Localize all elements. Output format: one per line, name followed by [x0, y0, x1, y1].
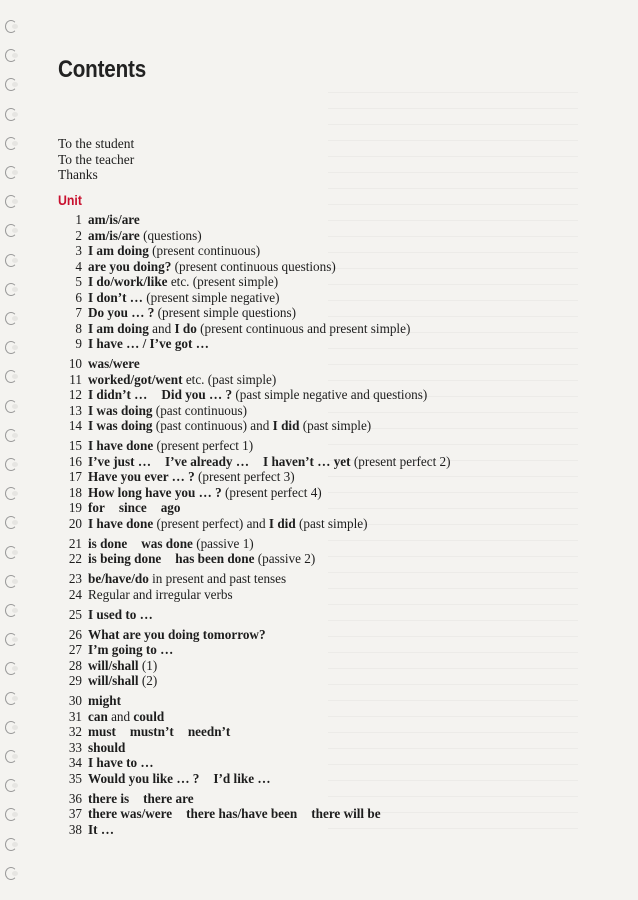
- unit-topic-text: I’ve just …: [88, 453, 152, 469]
- unit-topic-text: It …: [88, 821, 115, 837]
- unit-topic-text: I do/work/like: [88, 274, 168, 289]
- unit-row: [58, 290, 618, 306]
- intro-list: [58, 136, 134, 183]
- unit-row: [58, 551, 618, 567]
- unit-topic-text: since: [118, 500, 147, 515]
- unit-topic-text: I did: [268, 515, 296, 531]
- binding-ring: [5, 20, 17, 33]
- binding-ring: [5, 166, 17, 179]
- binding-ring: [5, 458, 17, 471]
- unit-number: 7: [75, 305, 82, 320]
- binding-ring: [5, 692, 17, 705]
- unit-topic-text: I was doing: [88, 402, 153, 418]
- binding-ring: [5, 370, 17, 383]
- binding-ring: [5, 546, 17, 559]
- binding-ring: [5, 312, 17, 325]
- unit-number: 10: [68, 356, 82, 371]
- intro-item: To the student: [58, 136, 135, 151]
- unit-topic-text: there was/were: [88, 806, 173, 821]
- binding-ring: [5, 108, 17, 121]
- unit-topic-text: I have to …: [88, 755, 154, 770]
- unit-number: 5: [75, 274, 82, 289]
- unit-number: 34: [68, 755, 82, 770]
- unit-topic-text: I didn’t …: [88, 387, 148, 402]
- unit-topic-text: What are you doing tomorrow?: [88, 626, 266, 642]
- binding-ring: [5, 224, 17, 237]
- unit-number: 3: [75, 243, 82, 258]
- unit-topic-text: (passive 2): [254, 551, 316, 566]
- binding-ring: [5, 429, 17, 442]
- binding-ring: [5, 254, 17, 267]
- unit-topic-text: there will be: [311, 806, 381, 821]
- unit-number: 16: [68, 453, 82, 469]
- binding-ring: [5, 516, 17, 529]
- unit-number: 22: [68, 551, 82, 566]
- unit-topic-text: (present perfect 3): [194, 469, 295, 484]
- unit-row: [58, 822, 618, 838]
- unit-topic-text: there is: [88, 790, 130, 806]
- unit-topic-text: (present perfect 1): [153, 438, 254, 453]
- unit-topic-text: could: [133, 708, 165, 724]
- unit-row: [58, 536, 618, 552]
- unit-topic-text: and: [107, 708, 134, 724]
- unit-row: [58, 642, 618, 658]
- unit-topic-text: (present perfect 4): [221, 484, 322, 500]
- unit-topic-text: I have … / I’ve got …: [88, 336, 209, 351]
- unit-number: 27: [68, 642, 82, 657]
- unit-topic-text: etc. (past simple): [182, 371, 277, 387]
- unit-topic-text: should: [88, 739, 126, 755]
- unit-topic-text: might: [88, 693, 121, 708]
- binding-ring: [5, 575, 17, 588]
- binding-ring: [5, 838, 17, 851]
- unit-row: [58, 212, 618, 228]
- unit-topic-text: I am doing: [88, 320, 149, 336]
- binding-ring: [5, 867, 17, 880]
- binding-ring: [5, 779, 17, 792]
- unit-topic-text: (past simple): [295, 515, 368, 531]
- unit-row: [58, 356, 618, 372]
- binding-ring: [5, 721, 17, 734]
- unit-row: [58, 771, 618, 787]
- unit-number: 9: [75, 336, 82, 351]
- unit-number: 14: [68, 418, 82, 433]
- unit-row: [58, 274, 618, 290]
- unit-row: [58, 243, 618, 259]
- unit-topic-text: I am doing: [88, 243, 149, 258]
- page-title: Contents: [58, 56, 147, 83]
- unit-number: 30: [68, 693, 82, 708]
- unit-topic-text: (present continuous): [148, 243, 261, 258]
- binding-ring: [5, 750, 17, 763]
- unit-row: [58, 321, 618, 337]
- unit-number: 35: [68, 770, 82, 786]
- unit-number: 29: [68, 673, 82, 688]
- unit-topic-text: (present simple negative): [142, 289, 280, 305]
- binding-ring: [5, 400, 17, 413]
- unit-topic-text: can: [88, 708, 108, 724]
- unit-number: 6: [75, 289, 82, 305]
- unit-topic-text: are you doing?: [88, 258, 172, 274]
- unit-row: [58, 658, 618, 674]
- binding-ring: [5, 49, 17, 62]
- unit-row: [58, 627, 618, 643]
- unit-topic-text: (present continuous questions): [171, 258, 336, 274]
- unit-number: 15: [68, 438, 82, 453]
- unit-topic-text: am/is/are: [88, 227, 140, 243]
- unit-topic-text: (present perfect 2): [350, 453, 451, 469]
- binding-ring: [5, 195, 17, 208]
- unit-number: 20: [68, 515, 82, 531]
- unit-row: [58, 791, 618, 807]
- unit-topic-text: will/shall: [88, 657, 139, 673]
- unit-row: [58, 228, 618, 244]
- unit-topic-text: I’m going to …: [88, 642, 174, 657]
- unit-number: 13: [68, 402, 82, 418]
- unit-row: [58, 336, 618, 352]
- spiral-binding: [2, 0, 26, 900]
- unit-topic-text: needn’t: [187, 724, 231, 739]
- unit-topic-text: Do you … ?: [88, 305, 155, 320]
- unit-topic-text: in present and past tenses: [148, 571, 287, 586]
- unit-topic-text: is being done: [88, 551, 162, 566]
- unit-number: 26: [68, 626, 82, 642]
- binding-ring: [5, 78, 17, 91]
- unit-topic-text: (past continuous) and: [152, 418, 273, 433]
- binding-ring: [5, 604, 17, 617]
- unit-row: [58, 403, 618, 419]
- binding-ring: [5, 662, 17, 675]
- unit-topic-text: etc. (present simple): [167, 274, 279, 289]
- unit-number: 33: [68, 739, 82, 755]
- unit-topic-text: and: [148, 320, 175, 336]
- unit-topic-text: Have you ever … ?: [88, 469, 195, 484]
- unit-row: [58, 387, 618, 403]
- unit-topic-text: worked/got/went: [88, 371, 183, 387]
- unit-number: 31: [68, 708, 82, 724]
- unit-topic-text: I’ve already …: [165, 453, 250, 469]
- unit-topic-text: I haven’t … yet: [263, 453, 351, 469]
- unit-number: 32: [68, 724, 82, 739]
- unit-topic-text: I was doing: [88, 418, 153, 433]
- unit-row: [58, 607, 618, 623]
- unit-topic-text: (past continuous): [152, 402, 247, 418]
- unit-topic-text: How long have you … ?: [88, 484, 222, 500]
- unit-row: [58, 516, 618, 532]
- binding-ring: [5, 341, 17, 354]
- unit-row: [58, 693, 618, 709]
- unit-row: [58, 372, 618, 388]
- unit-topic-text: (present continuous and present simple): [196, 320, 411, 336]
- binding-ring: [5, 487, 17, 500]
- unit-row: [58, 571, 618, 587]
- unit-topic-text: (past simple): [299, 418, 372, 433]
- unit-row: [58, 587, 618, 603]
- unit-topic-text: for: [88, 500, 105, 515]
- unit-topic-text: I did: [272, 418, 300, 433]
- unit-number: 23: [68, 571, 82, 586]
- unit-row: [58, 485, 618, 501]
- unit-topic-text: ago: [160, 500, 181, 515]
- unit-topic-text: am/is/are: [88, 212, 140, 227]
- unit-heading: Unit: [58, 192, 82, 208]
- unit-number: 28: [68, 657, 82, 673]
- unit-number: 4: [75, 258, 82, 274]
- unit-topic-text: (present simple questions): [154, 305, 297, 320]
- unit-topic-text: be/have/do: [88, 571, 149, 586]
- unit-topic-text: I’d like …: [213, 770, 271, 786]
- unit-number: 2: [75, 227, 82, 243]
- unit-topic-text: was/were: [88, 356, 140, 371]
- unit-row: [58, 305, 618, 321]
- unit-number: 37: [68, 806, 82, 821]
- unit-list: [58, 212, 618, 837]
- unit-topic-text: has been done: [175, 551, 255, 566]
- unit-row: [58, 438, 618, 454]
- unit-topic-text: there has/have been: [186, 806, 298, 821]
- unit-topic-text: was done: [141, 535, 193, 551]
- unit-row: [58, 673, 618, 689]
- unit-topic-text: Regular and irregular verbs: [88, 586, 233, 602]
- binding-ring: [5, 283, 17, 296]
- unit-row: [58, 806, 618, 822]
- unit-topic-text: Did you … ?: [161, 387, 233, 402]
- unit-number: 25: [68, 606, 82, 622]
- unit-topic-text: mustn’t: [129, 724, 174, 739]
- unit-row: [58, 259, 618, 275]
- unit-number: 11: [69, 371, 82, 387]
- unit-row: [58, 709, 618, 725]
- unit-topic-text: (past simple negative and questions): [232, 387, 428, 402]
- unit-number: 38: [68, 821, 82, 837]
- intro-item: Thanks: [58, 167, 98, 182]
- unit-row: [58, 454, 618, 470]
- unit-row: [58, 740, 618, 756]
- unit-topic-text: must: [88, 724, 116, 739]
- unit-row: [58, 724, 618, 740]
- binding-ring: [5, 633, 17, 646]
- unit-topic-text: (questions): [139, 227, 202, 243]
- unit-number: 24: [68, 586, 82, 602]
- unit-topic-text: will/shall: [88, 673, 139, 688]
- unit-row: [58, 500, 618, 516]
- unit-topic-text: (1): [138, 657, 158, 673]
- unit-number: 12: [68, 387, 82, 402]
- intro-item: To the teacher: [58, 151, 135, 167]
- unit-topic-text: is done: [88, 535, 128, 551]
- unit-number: 18: [68, 484, 82, 500]
- unit-topic-text: (passive 1): [192, 535, 254, 551]
- unit-topic-text: (2): [138, 673, 158, 688]
- unit-topic-text: I do: [174, 320, 197, 336]
- unit-number: 21: [68, 535, 82, 551]
- unit-number: 19: [68, 500, 82, 515]
- binding-ring: [5, 808, 17, 821]
- unit-topic-text: (present perfect) and: [153, 515, 269, 531]
- unit-number: 1: [75, 212, 82, 227]
- binding-ring: [5, 137, 17, 150]
- unit-topic-text: Would you like … ?: [88, 770, 200, 786]
- unit-number: 8: [75, 320, 82, 336]
- unit-topic-text: I have done: [88, 438, 154, 453]
- unit-number: 17: [68, 469, 82, 484]
- unit-row: [58, 755, 618, 771]
- unit-topic-text: I used to …: [88, 606, 153, 622]
- unit-row: [58, 418, 618, 434]
- unit-number: 36: [68, 790, 82, 806]
- unit-topic-text: I don’t …: [88, 289, 143, 305]
- unit-row: [58, 469, 618, 485]
- unit-topic-text: I have done: [88, 515, 154, 531]
- unit-topic-text: there are: [143, 790, 194, 806]
